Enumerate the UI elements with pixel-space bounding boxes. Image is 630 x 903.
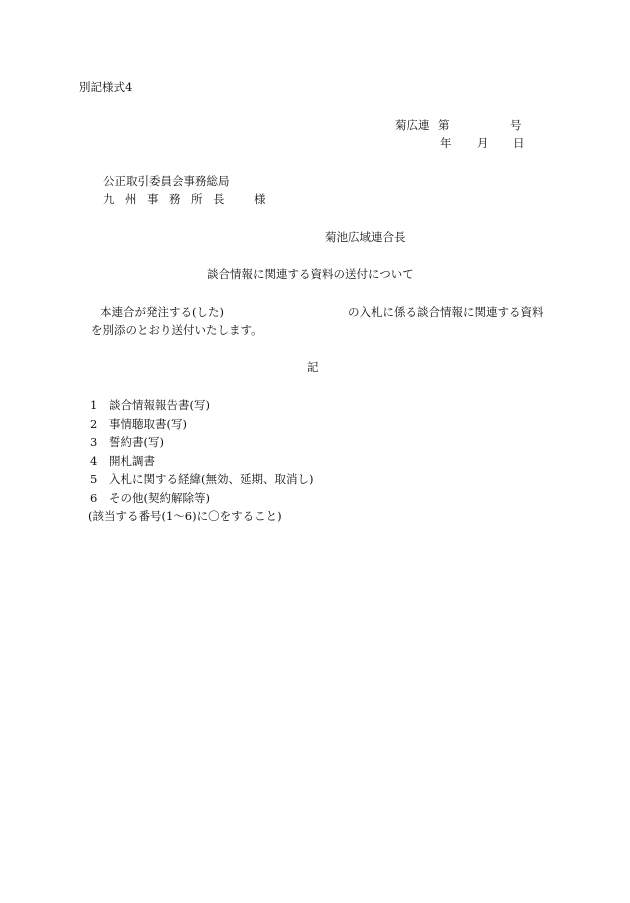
body-text-part2: の入札に係る談合情報に関連する資料 <box>348 305 544 319</box>
item-text: 開札調書 <box>109 453 155 468</box>
item-number: 3 <box>90 435 98 449</box>
item-text: 誓約書(写) <box>109 435 164 449</box>
body-text-line2: を別添のとおり送付いたします。 <box>91 323 263 337</box>
addressee-office: 公正取引委員会事務総局 <box>103 174 230 188</box>
body-text-part1: 本連合が発注する(した) <box>100 305 224 319</box>
addressee-title: 九州事務所長 <box>103 192 235 206</box>
document-date <box>440 138 525 150</box>
item-number: 4 <box>90 453 98 468</box>
item-text: 入札に関する経緯(無効、延期、取消し) <box>109 472 314 486</box>
date-day: 日 <box>513 136 525 150</box>
item-number: 5 <box>90 472 98 486</box>
sender: 菊池広域連合長 <box>325 230 406 244</box>
item-number: 2 <box>90 416 98 431</box>
addressee-honorific: 様 <box>254 192 266 206</box>
date-year: 年 <box>440 136 452 150</box>
form-label: 別記様式4 <box>79 80 133 94</box>
note-text: (該当する番号(1〜6)に〇をすること) <box>88 509 282 523</box>
ki-heading: 記 <box>307 360 319 374</box>
date-month: 月 <box>477 136 489 150</box>
item-text: 事情聴取書(写) <box>109 416 187 431</box>
item-text: 談合情報報告書(写) <box>109 398 210 412</box>
item-number: 1 <box>90 398 98 412</box>
document-number-suffix: 号 <box>510 118 522 132</box>
attachment-list <box>90 400 313 530</box>
item-number: 6 <box>90 490 98 505</box>
document-number-prefix: 第 <box>438 118 450 132</box>
subject-title: 談合情報に関連する資料の送付について <box>207 267 414 281</box>
document-number-org: 菊広連 <box>395 118 430 132</box>
item-text: その他(契約解除等) <box>109 490 210 505</box>
document-number <box>395 120 525 132</box>
attachments-note <box>90 511 313 530</box>
